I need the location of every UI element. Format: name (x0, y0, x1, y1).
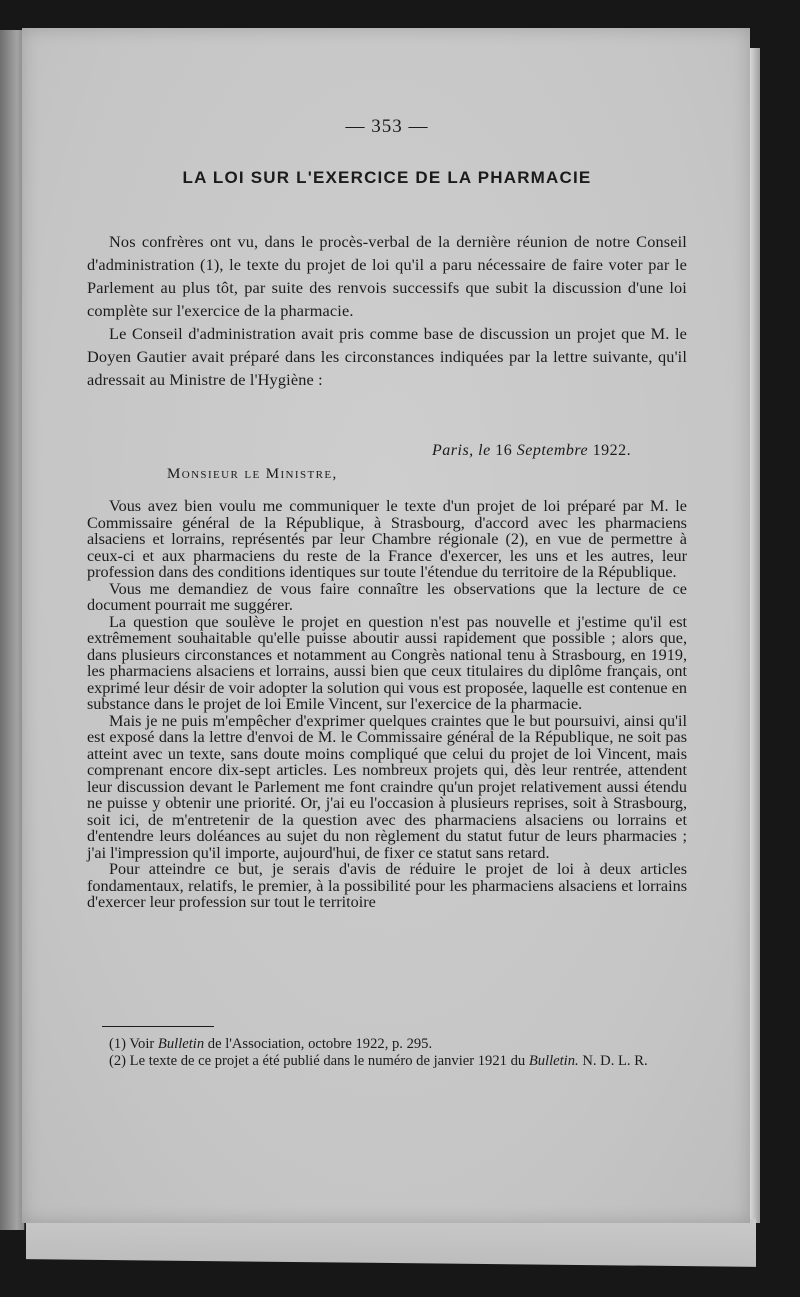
letter-paragraph: Vous me demandiez de vous faire connaître les observations que la lecture de ce document pourrait me suggérer. (87, 579, 687, 614)
footnote-text: N. D. L. R. (578, 1053, 648, 1069)
letter-year: 1922. (592, 442, 632, 459)
intro-section (87, 230, 687, 391)
letter-dateline (432, 442, 631, 460)
footnote-text: de l'Association, octobre 1922, p. 295. (204, 1036, 433, 1052)
footnote-2 (87, 1053, 687, 1070)
page-title: LA LOI SUR L'EXERCICE DE LA PHARMACIE (182, 168, 592, 187)
intro-paragraph: Nos confrères ont vu, dans le procès-verbal de la dernière réunion de notre Conseil d'administration (1), le texte du projet de loi qu'il a paru nécessaire de faire voter par le Parlement au plus tôt, par suite des renvois successifs que subit la discussion d'une loi complète sur l'exercice de la pharmacie. (87, 232, 687, 320)
letter-paragraph: Pour atteindre ce but, je serais d'avis de réduire le projet de loi à deux articles fondamentaux, relatifs, le premier, à la possibilité pour les pharmaciens alsaciens et lorrains d'exercer leur profession sur tout le territoire (87, 860, 687, 911)
footnote-text: (2) Le texte de ce projet a été publié dans le numéro de janvier 1921 du (109, 1053, 529, 1069)
letter-paragraph: Mais je ne puis m'empêcher d'exprimer quelques craintes que le but poursuivi, ainsi qu'il est exposé dans la lettre d'envoi de M. le Commissaire général de la République, ne soit pas atteint avec un texte, sans doute moins compliqué que celui du projet de loi Vincent, mais comprenant encore dix-sept articles. Les nombreux projets qui, dès leur rentrée, attendent leur discussion devant le Parlement me font craindre qu'un projet relativement aussi étendu ne puisse y obtenir une priorité. Or, j'ai eu l'occasion à plusieurs reprises, soit à Strasbourg, soit ici, de m'entretenir de la question avec des pharmaciens alsaciens ou lorrains et d'entendre leurs doléances au sujet du non règlement du statut futur de leurs pharmacies ; j'ai l'impression qu'il importe, aujourd'hui, de fixer ce statut sans retard. (87, 711, 687, 862)
page-number: — 353 — (345, 116, 429, 137)
footnote-1 (87, 1036, 687, 1053)
letter-month: Septembre (516, 442, 589, 459)
intro-paragraph: Le Conseil d'administration avait pris comme base de discussion un projet que M. le Doyen Gautier avait préparé dans les circonstances indiquées par la lettre suivante, qu'il adressait au Ministre de l'Hygiène : (87, 324, 687, 389)
footnote-italic: Bulletin (157, 1036, 205, 1052)
letter-paragraph: La question que soulève le projet en question n'est pas nouvelle et j'estime qu'il est extrêmement souhaitable qu'elle puisse aboutir aussi rapidement que possible ; alors que, dans plusieurs circonstances et notamment au Congrès national tenu à Strasbourg, en 1919, les pharmaciens alsaciens et lorrains, aussi bien que ceux titulaires du diplôme français, ont exprimé leur désir de voir adopter la solution qui vous est proposée, laquelle est contenue en substance dans le projet de loi Emile Vincent, sur l'exercice de la pharmacie. (87, 612, 687, 713)
letter-day: 16 (495, 442, 513, 459)
footnote-text: (1) Voir (109, 1036, 158, 1052)
document-page (22, 28, 750, 1223)
footnote-divider (102, 1026, 214, 1027)
letter-salutation: Monsieur le Ministre, (167, 466, 338, 482)
letter-place: Paris, le (432, 442, 491, 459)
footnote-italic: Bulletin. (528, 1053, 579, 1069)
letter-paragraph: Vous avez bien voulu me communiquer le texte d'un projet de loi préparé par M. le Commissaire général de la République, à Strasbourg, d'accord avec les pharmaciens alsaciens et lorrains, représentés par leur Chambre régionale (2), en vue de permettre à ceux-ci et aux pharmaciens du reste de la France d'exercer, les uns et les autres, leur profession dans des conditions identiques sur toute l'étendue du territoire de la République. (87, 497, 687, 581)
footnotes (87, 1036, 687, 1070)
letter-body (87, 498, 687, 911)
